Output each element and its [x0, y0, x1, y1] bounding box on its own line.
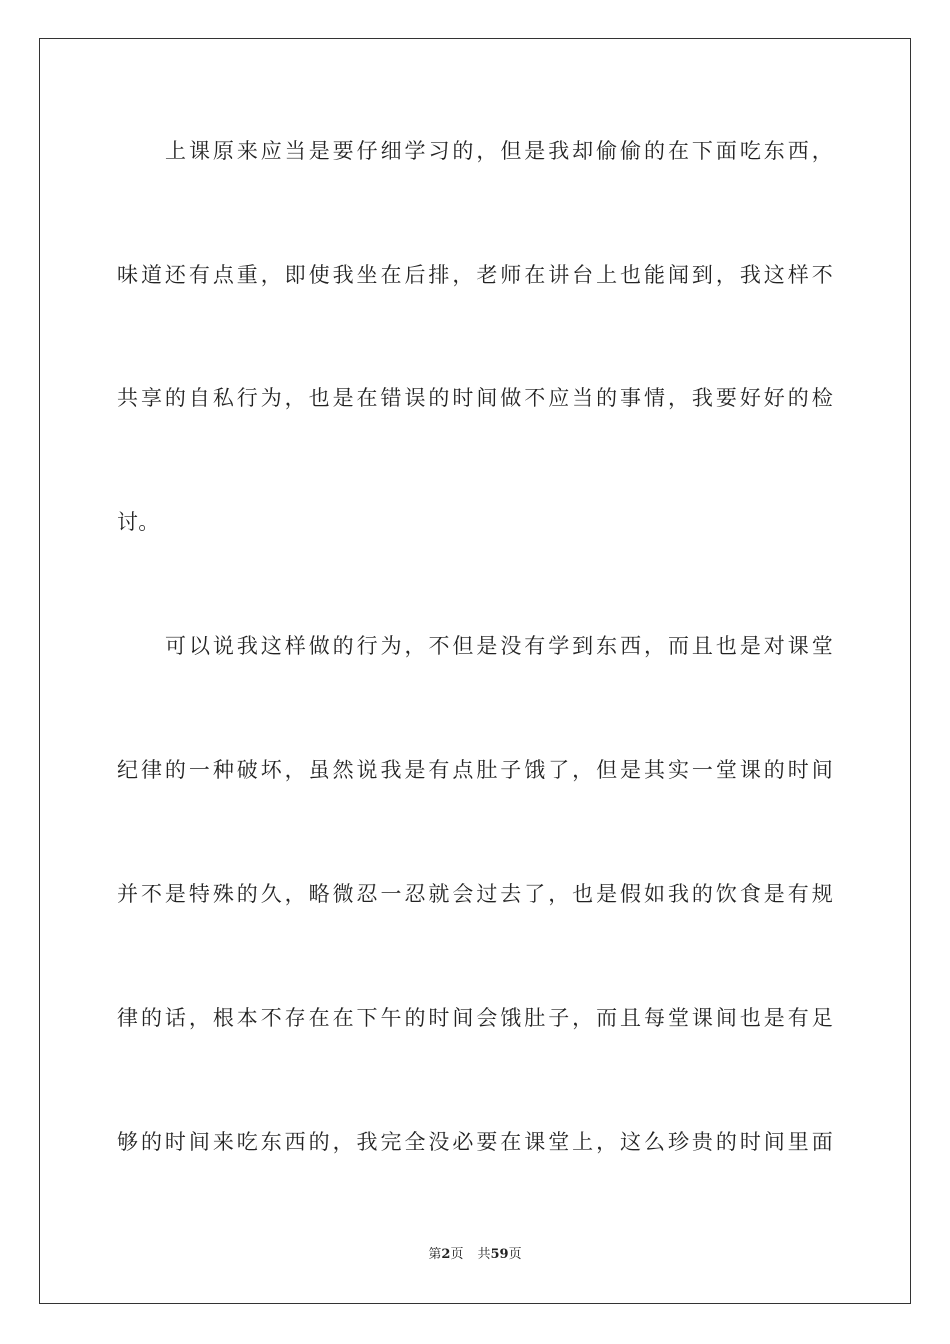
page-prefix: 第 — [428, 1247, 442, 1262]
page-footer — [0, 1246, 950, 1264]
page-border — [39, 38, 911, 1304]
paragraph-2-line-3: 并不是特殊的久，略微忍一忍就会过去了，也是假如我的饮食是有规 — [117, 882, 833, 906]
paragraph-2-line-2: 纪律的一种破坏，虽然说我是有点肚子饿了，但是其实一堂课的时间 — [117, 758, 833, 782]
paragraph-1-line-4: 讨。 — [117, 510, 160, 534]
paragraph-1-line-3: 共享的自私行为，也是在错误的时间做不应当的事情，我要好好的检 — [117, 386, 833, 410]
total-suffix: 页 — [508, 1247, 522, 1262]
paragraph-2-line-5: 够的时间来吃东西的，我完全没必要在课堂上，这么珍贵的时间里面 — [117, 1130, 833, 1154]
paragraph-1-line-2: 味道还有点重，即使我坐在后排，老师在讲台上也能闻到，我这样不 — [117, 263, 833, 287]
paragraph-1-line-1: 上课原来应当是要仔细学习的，但是我却偷偷的在下面吃东西， — [165, 139, 833, 163]
paragraph-2-line-1: 可以说我这样做的行为，不但是没有学到东西，而且也是对课堂 — [165, 634, 833, 658]
total-pages: 59 — [490, 1247, 509, 1262]
total-prefix: 共 — [477, 1247, 491, 1262]
paragraph-2-line-4: 律的话，根本不存在在下午的时间会饿肚子，而且每堂课间也是有足 — [117, 1006, 833, 1030]
page-suffix: 页 — [450, 1247, 464, 1262]
page-number: 2 — [441, 1247, 451, 1262]
